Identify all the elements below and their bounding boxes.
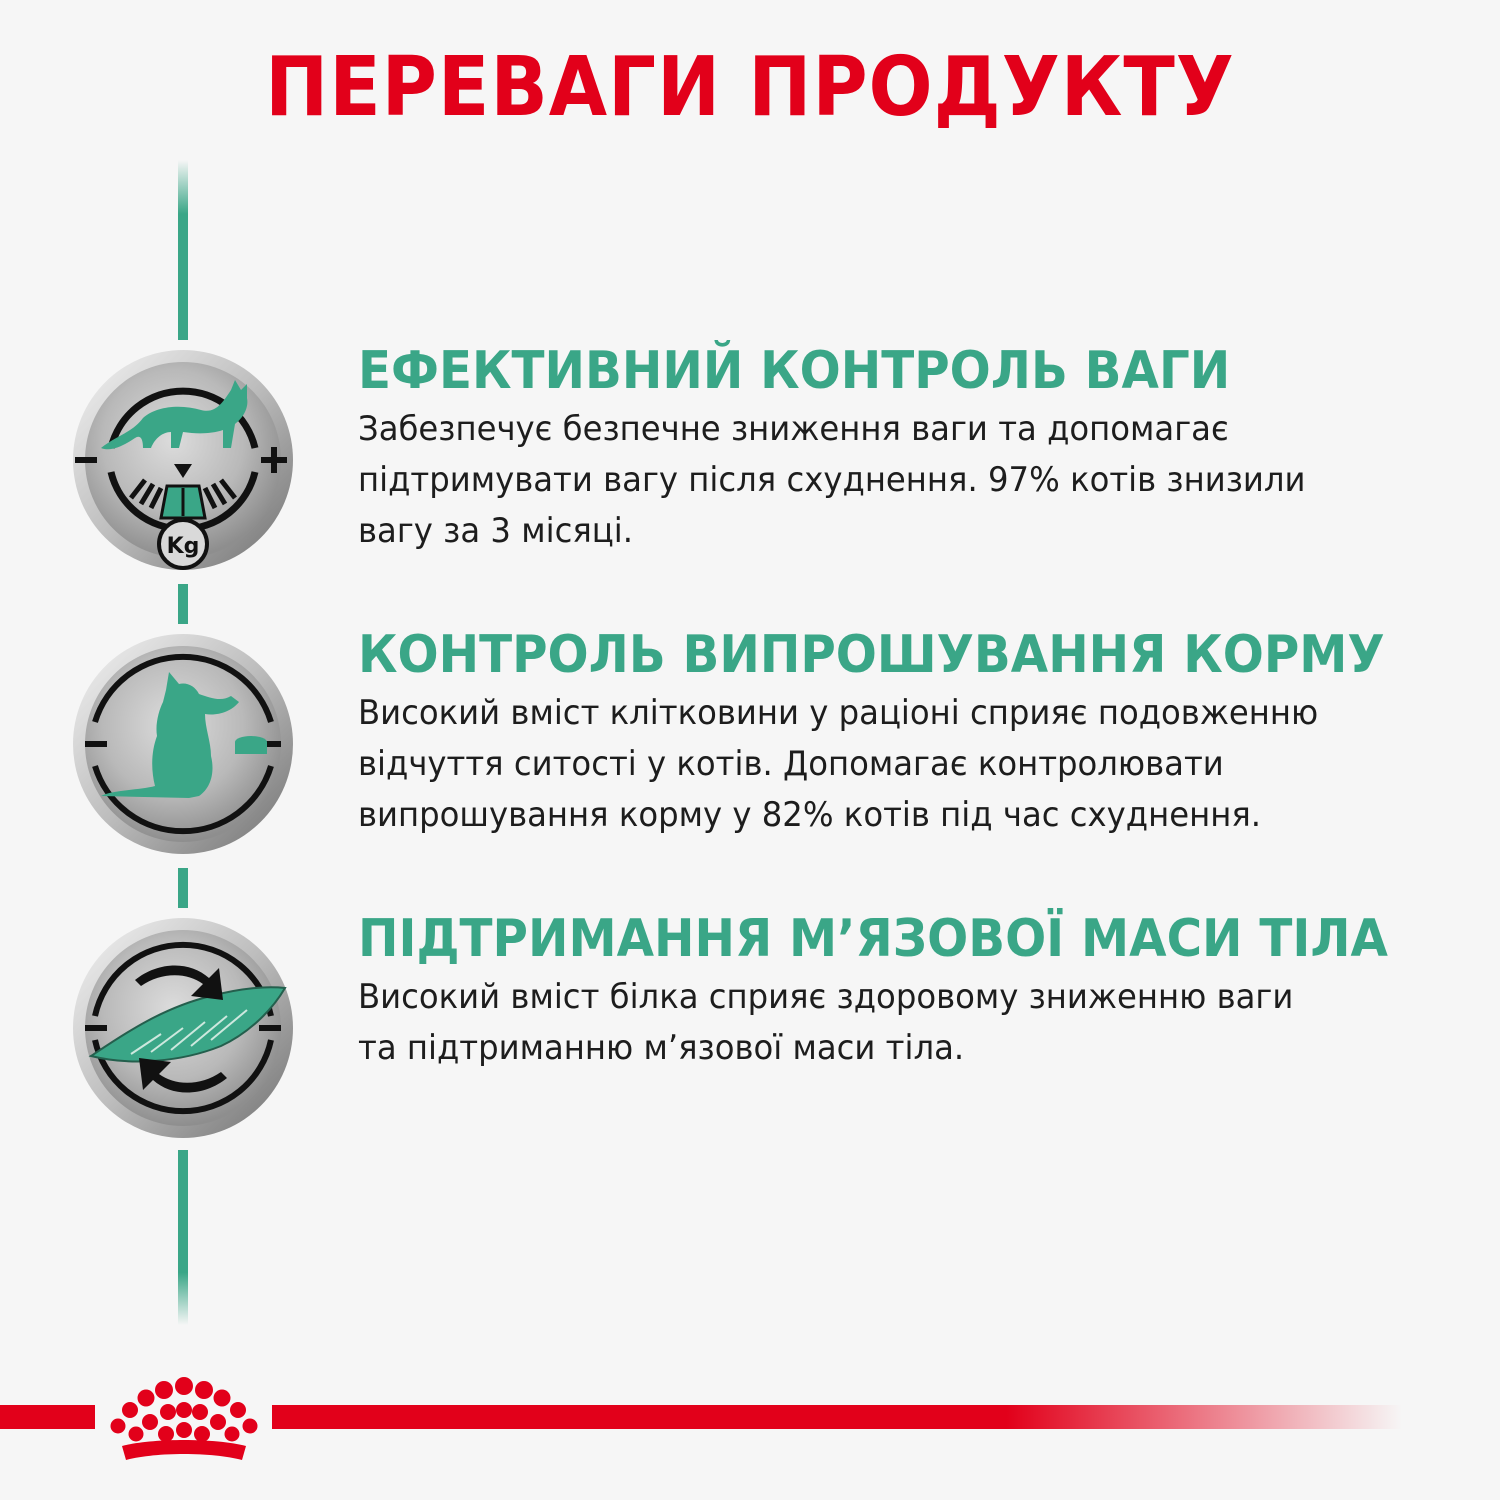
description-line: випрошування корму у 82% котів під час схуднення.	[358, 795, 1262, 835]
benefit-title: ПІДТРИМАННЯ М’ЯЗОВОЇ МАСИ ТІЛА	[358, 909, 1388, 969]
benefit-begging-control	[358, 624, 1468, 841]
footer-bar-right	[272, 1405, 1402, 1429]
description-line: Високий вміст клітковини у раціоні сприяє подовженню	[358, 693, 1319, 733]
footer-bar-left	[0, 1405, 95, 1429]
begging-cat-icon	[71, 632, 295, 856]
benefit-weight-control	[358, 340, 1468, 557]
page-title: ПЕРЕВАГИ ПРОДУКТУ	[265, 40, 1235, 135]
kg-label: Kg	[166, 534, 200, 559]
description-line: Високий вміст білка сприяє здоровому зниженню ваги	[358, 977, 1294, 1017]
description-line: та підтриманню м’язової маси тіла.	[358, 1028, 965, 1068]
muscle-mass-icon	[71, 916, 295, 1140]
benefit-title: ЕФЕКТИВНИЙ КОНТРОЛЬ ВАГИ	[358, 341, 1231, 401]
benefit-title: КОНТРОЛЬ ВИПРОШУВАННЯ КОРМУ	[358, 625, 1385, 685]
benefit-muscle-mass	[358, 908, 1468, 1074]
benefit-description	[358, 972, 1451, 1074]
timeline-line-segment	[178, 868, 188, 908]
timeline-line-bottom	[178, 1150, 188, 1325]
benefit-description	[358, 688, 1451, 841]
weight-control-cat-icon	[71, 348, 295, 572]
description-line: вагу за 3 місяці.	[358, 511, 633, 551]
benefit-description	[358, 404, 1451, 557]
description-line: відчуття ситості у котів. Допомагає контролювати	[358, 744, 1224, 784]
description-line: Забезпечує безпечне зниження ваги та допомагає	[358, 409, 1229, 449]
description-line: підтримувати вагу після схуднення. 97% котів знизили	[358, 460, 1306, 500]
timeline-line-segment	[178, 584, 188, 624]
royal-crown-logo	[102, 1372, 267, 1467]
timeline-line-top	[178, 160, 188, 340]
